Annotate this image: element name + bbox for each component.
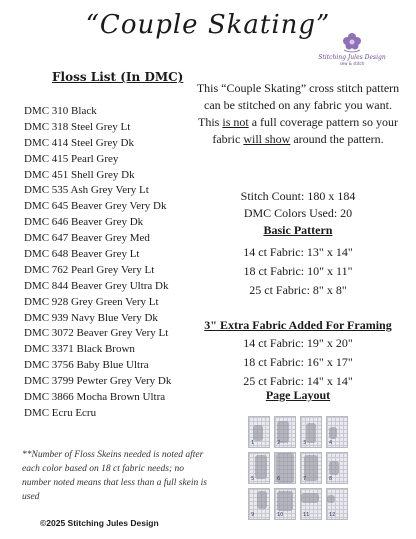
floss-item: DMC 647 Beaver Grey Med [24,232,150,245]
page-number: 3 [303,440,307,446]
page-layout-heading: Page Layout [265,388,331,402]
floss-item: DMC 844 Beaver Grey Ultra Dk [24,279,169,292]
page-layout-grid [248,416,348,520]
fabric-size: 14 ct Fabric: 13" x 14" [243,245,353,259]
layout-page [300,452,322,484]
floss-item: DMC 415 Pearl Grey [24,152,119,165]
copyright: ©2025 Stitching Jules Design [40,518,159,528]
description-text: This “Couple Skating” cross stitch pattern can be stitched on any fabric you want. This [196,81,400,129]
stitch-count: Stitch Count: 180 x 184 [240,189,356,203]
floss-item: DMC 762 Pearl Grey Very Lt [24,263,155,276]
page-number: 11 [303,512,310,518]
page-number: 4 [329,440,333,446]
description-text: a full coverage pattern so your fabric [212,115,398,146]
pattern-stats [196,188,400,239]
fabric-size: 18 ct Fabric: 10" x 11" [243,264,353,278]
fabric-size: 14 ct Fabric: 19" x 20" [243,336,353,350]
logo-name: Stitching Jules Design [318,54,386,61]
layout-page [300,416,322,448]
page-number: 7 [303,476,307,482]
page-number: 2 [277,440,281,446]
page-title: “Couple Skating” [85,10,331,40]
layout-page [248,488,270,520]
layout-page [248,452,270,484]
layout-page [326,452,348,484]
layout-page [274,416,296,448]
colors-used: DMC Colors Used: 20 [243,206,353,220]
page-number: 5 [251,476,255,482]
layout-page [300,488,322,520]
basic-pattern-sizes [196,243,400,300]
description-emphasis-is-not: is not [222,115,249,129]
description-text: around the pattern. [290,132,384,146]
floss-item: DMC 939 Navy Blue Very Dk [24,311,158,324]
layout-page [248,416,270,448]
floss-item: DMC 3799 Pewter Grey Very Dk [24,375,172,388]
flower-logo-icon [338,30,366,54]
floss-item: DMC Ecru Ecru [24,406,97,419]
skein-footnote: **Number of Floss Skeins needed is noted after each color based on 18 ct fabric needs; no number noted means that less than a full skein is used [22,450,207,502]
framing-sizes [196,334,400,391]
layout-page [274,488,296,520]
floss-item: DMC 3756 Baby Blue Ultra [24,359,149,372]
floss-item: DMC 648 Beaver Grey Lt [24,248,140,261]
layout-page [326,416,348,448]
floss-item: DMC 3072 Beaver Grey Very Lt [24,327,169,340]
floss-list-heading: Floss List (In DMC) [52,70,184,84]
fabric-size: 25 ct Fabric: 14" x 14" [243,374,353,388]
page-number: 10 [277,512,284,518]
page-number: 1 [251,440,255,446]
floss-item: DMC 645 Beaver Grey Very Dk [24,200,167,213]
fabric-size: 18 ct Fabric: 16" x 17" [243,355,353,369]
floss-item: DMC 928 Grey Green Very Lt [24,295,159,308]
floss-item: DMC 3371 Black Brown [24,343,135,356]
page-number: 6 [277,476,281,482]
pattern-description [196,80,400,148]
layout-page [326,488,348,520]
floss-item: DMC 451 Shell Grey Dk [24,168,135,181]
floss-item: DMC 310 Black [24,105,97,117]
floss-item: DMC 646 Beaver Grey Dk [24,216,144,229]
floss-item: DMC 535 Ash Grey Very Lt [24,184,149,197]
logo-tagline: sew & stitch [339,61,365,66]
layout-page [274,452,296,484]
description-emphasis-will-show: will show [243,132,291,146]
framing-heading: 3" Extra Fabric Added For Framing [204,318,392,332]
brand-logo [312,30,392,82]
floss-item: DMC 3866 Mocha Brown Ultra [24,391,166,404]
floss-item: DMC 414 Steel Grey Dk [24,136,134,149]
floss-item: DMC 318 Steel Grey Lt [24,120,131,133]
page-number: 12 [329,512,336,518]
floss-list [24,104,171,422]
page-number: 8 [329,476,333,482]
basic-pattern-heading: Basic Pattern [263,223,333,237]
page-number: 9 [251,512,255,518]
fabric-size: 25 ct Fabric: 8" x 8" [249,283,347,297]
